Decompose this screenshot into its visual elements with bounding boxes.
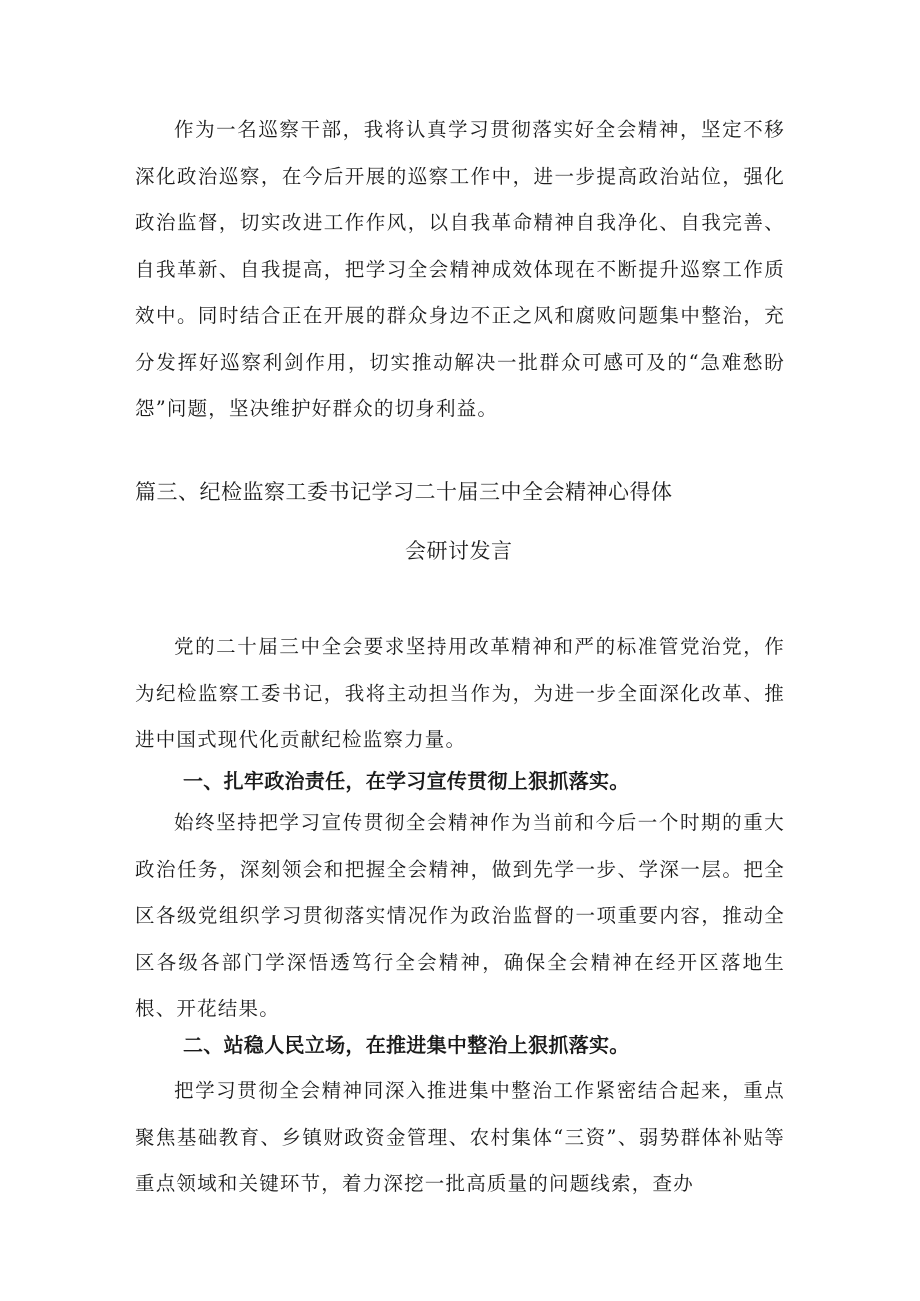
section-title-line-2: 会研讨发言 [405,539,513,563]
lead-paragraph: 党的二十届三中全会要求坚持用改革精神和严的标准管党治党，作为纪检监察工委书记，我将主动担当作为，为进一步全面深化改革、推进中国式现代化贡献纪检监察力量。 [135,635,785,751]
heading-2: 二、站稳人民立场，在推进集中整治上狠抓落实。 [183,1033,630,1057]
paragraph-1: 始终坚持把学习宣传贯彻全会精神作为当前和今后一个时期的重大政治任务，深刻领会和把握全会精神，做到先学一步、学深一层。把全区各级党组织学习贯彻落实情况作为政治监督的一项重要内容，推动全区各级各部门学深悟透笃行全会精神，确保全会精神在经开区落地生根、开花结果。 [135,811,785,1020]
paragraph-2: 把学习贯彻全会精神同深入推进集中整治工作紧密结合起来，重点聚焦基础教育、乡镇财政资金管理、农村集体“三资”、弱势群体补贴等重点领域和关键环节，着力深挖一批高质量的问题线索，查办 [135,1079,785,1195]
section-title-line-1: 篇三、纪检监察工委书记学习二十届三中全会精神心得体 [135,480,673,504]
intro-paragraph: 作为一名巡察干部，我将认真学习贯彻落实好全会精神，坚定不移深化政治巡察，在今后开展的巡察工作中，进一步提高政治站位，强化政治监督，切实改进工作作风，以自我革命精神自我净化、自我完善、自我革新、自我提高，把学习全会精神成效体现在不断提升巡察工作质效中。同时结合正在开展的群众身边不正之风和腐败问题集中整治，充分发挥好巡察利剑作用，切实推动解决一批群众可感可及的“急难愁盼怨”问题，坚决维护好群众的切身利益。 [135,118,785,420]
heading-1: 一、扎牢政治责任，在学习宣传贯彻上狠抓落实。 [183,769,630,793]
